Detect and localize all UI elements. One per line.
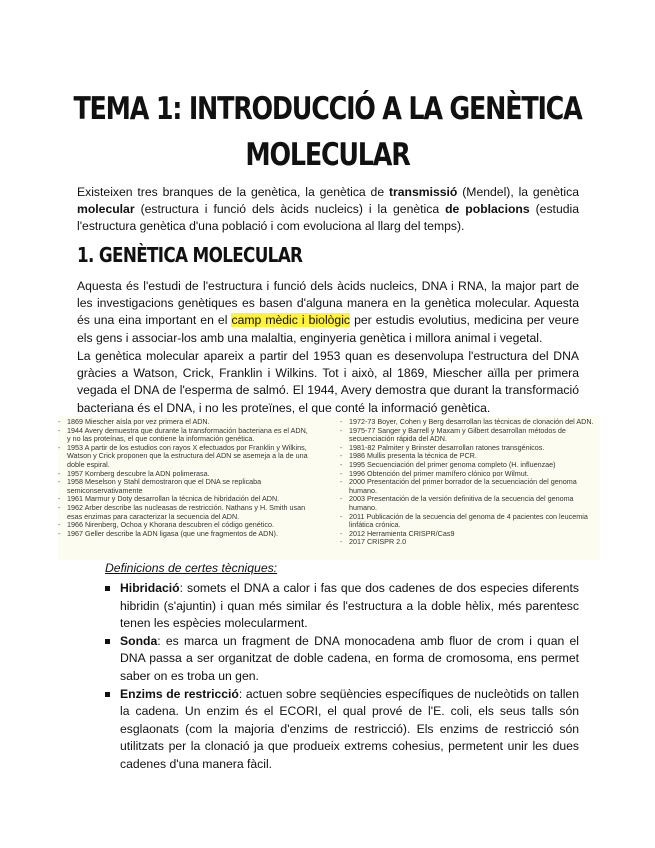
timeline-entry-text: 1975-77 Sanger y Barrell y Maxam y Gilbert desarrollan métodos de secuenciación rápida del ADN. [349, 425, 566, 444]
timeline-column-left [58, 418, 308, 538]
definition-item [105, 633, 579, 686]
timeline-bullet: - [58, 494, 61, 504]
timeline-entry-text: 1958 Meselson y Stahl demostraron que el DNA se replicaba semiconservativamente [67, 477, 262, 495]
timeline-entry-text: 2012 Herramienta CRISPR/Cas9 [349, 528, 455, 538]
intro-bold-poblacions: de poblacions [445, 202, 530, 217]
timeline-entry-text: 1957 Kornberg descubre la ADN polimerasa. [67, 468, 210, 478]
timeline-bullet: - [58, 520, 61, 530]
section-heading: 1. GENÈTICA MOLECULAR [77, 243, 303, 267]
section-paragraph-2: La genètica molecular apareix a partir del 1953 quan es desenvolupa l'estructura del DNA gràcies a Watson, Crick, Franklin i Wilkins. Tot i això, al 1869, Miescher aïlla per primera vegada el DNA de l'esperma de salmó. El 1944, Avery demostra que durant la transformació bacteriana és el DNA, i no les proteïnes, el que conté la informació genètica. [77, 349, 579, 415]
timeline-bullet: - [58, 468, 61, 478]
section-p1-text-a: Aquesta és l'estudi de l'estructura i funció dels àcids nucleics, DNA i RNA, la major part de les investigacions genètiques es basen d'alguna manera en la genètica molecular. Aquesta és una eina important en el [77, 279, 579, 328]
timeline-entry [58, 478, 308, 495]
document-title [59, 86, 596, 178]
timeline-entry [340, 538, 598, 547]
timeline-bullet: - [340, 537, 343, 547]
intro-text-3: (estructura i funció dels àcids nucleics) i la genètica [134, 202, 446, 217]
timeline-entry-text: 1944 Avery demuestra que durante la transformación bacteriana es el ADN, y no las proteínas, el que contiene la información genética. [67, 425, 308, 444]
timeline-bullet: - [340, 477, 343, 487]
timeline-bullet: - [58, 477, 61, 487]
timeline-entry-text: 1996 Obtención del primer mamífero clónico por Wilmut. [349, 468, 529, 478]
definition-text: : es marca un fragment de DNA monocadena amb fluor de crom i quan el DNA passa a ser organitzat de doble cadena, en forma de cromosoma, ens permet saber on es troba un gen. [120, 633, 579, 683]
timeline-entry [340, 513, 598, 530]
title-line-2: MOLECULAR [245, 137, 410, 173]
timeline-entry-text: 1995 Secuenciación del primer genoma completo (H. influenzae) [349, 459, 556, 469]
timeline-entry-text: 2003 Presentación de la versión definitiva de la secuencia del genoma humano. [349, 494, 574, 512]
definitions-title: Definicions de certes tècniques: [105, 561, 278, 575]
timeline-entry [340, 478, 598, 495]
timeline-bullet: - [340, 528, 343, 538]
intro-text-2: (Mendel), la genètica [457, 185, 579, 199]
definition-term: Enzims de restricció [120, 686, 239, 701]
timeline-entry [340, 427, 598, 444]
timeline-bullet: - [340, 459, 343, 469]
intro-paragraph [77, 184, 579, 236]
timeline-entry-text: 1953 A partir de los estudios con rayos X efectuados por Franklin y Wilkins, Watson y Crick proponen que la estructura del ADN se asemeja a la de una doble espiral. [67, 442, 308, 469]
definitions-list [105, 580, 579, 774]
timeline-column-right [340, 418, 598, 547]
timeline-entry [58, 444, 308, 470]
timeline-entry [58, 530, 308, 539]
timeline-bullet: - [58, 417, 61, 426]
timeline-entry-text: 1967 Geller describe la ADN ligasa (que une fragmentos de ADN). [67, 528, 278, 538]
definition-term: Sonda [120, 633, 158, 648]
intro-bold-molecular: molecular [77, 202, 135, 217]
timeline-entry [340, 495, 598, 512]
timeline-bullet: - [340, 417, 343, 426]
definition-item [105, 686, 579, 774]
timeline-entry-text: 1962 Arber describe las nucleasas de restricción. Nathans y H. Smith usan esas enzimas para caracterizar la secuencia del ADN. [67, 502, 306, 521]
square-bullet-icon [105, 692, 110, 697]
intro-text-4: (estudia l'estructura genètica d'una població i com evoluciona al llarg del temps). [77, 202, 579, 234]
timeline-bullet: - [340, 442, 343, 452]
timeline-bullet: - [340, 451, 343, 461]
definition-item [105, 580, 579, 633]
timeline-entry-text: 1966 Nirenberg, Ochoa y Khorana descubren el código genético. [67, 520, 274, 530]
timeline-bullet: - [58, 425, 61, 435]
timeline-entry [58, 427, 308, 444]
intro-text-1: Existeixen tres branques de la genètica, la genètica de [77, 185, 389, 199]
timeline-entry-text: 1981-82 Palmiter y Brinster desarrollan ratones transgénicos. [349, 442, 545, 452]
timeline-entry-text: 1972-73 Boyer, Cohen y Berg desarrollan las técnicas de clonación del ADN. [349, 417, 594, 426]
timeline-entry [58, 504, 308, 521]
square-bullet-icon [105, 639, 110, 644]
timeline-entry-text: 2000 Presentación del primer borrador de la secuenciación del genoma humano. [349, 477, 577, 495]
section-p1-text-b: per estudis evolutius, medicina per veure els gens i associar-los amb una malaltia, enginyeria genètica i millora animal i vegetal. [77, 313, 579, 345]
timeline-bullet: - [340, 425, 343, 435]
timeline-image [58, 416, 600, 560]
title-line-1: TEMA 1: INTRODUCCIÓ A LA GENÈTICA [73, 91, 582, 127]
definition-text: : actuen sobre seqüències específiques de nucleòtids on tallen la cadena. Un enzim és el ECORI, el qual prové de l'E. coli, els seus talls són esglaonats (com la majoria d'enzims de restricció). Els enzims de restricció són utilitzats per la clonació ja que produeix extrems cohesius, permetent unir les dues cadenes d'una manera fàcil. [120, 686, 579, 771]
timeline-entry-text: 1869 Miescher aísla por vez primera el ADN. [67, 417, 210, 426]
timeline-bullet: - [340, 468, 343, 478]
timeline-bullet: - [58, 528, 61, 538]
timeline-bullet: - [340, 494, 343, 504]
timeline-bullet: - [340, 511, 343, 521]
timeline-entry-text: 1986 Mullis presenta la técnica de PCR. [349, 451, 477, 461]
highlighted-text: camp mèdic i biològic [231, 313, 351, 328]
square-bullet-icon [105, 586, 110, 591]
definition-term: Hibridació [120, 581, 180, 595]
timeline-entry-text: 2011 Publicación de la secuencia del genoma de 4 pacientes con leucemia linfática crónica. [349, 511, 588, 530]
definition-text: : somets el DNA a calor i fas que dos cadenes de dos especies diferents hibridin (s'ajuntin) i quan més similar és l'estructura a la doble hèlix, més parentesc tenen les espècies molecularment. [120, 581, 579, 631]
intro-bold-transmissio: transmissió [388, 185, 458, 199]
timeline-bullet: - [58, 502, 61, 512]
timeline-entry-text: 2017 CRISPR 2.0 [349, 537, 407, 547]
section-paragraph-1 [77, 278, 579, 347]
timeline-bullet: - [58, 442, 61, 452]
timeline-entry-text: 1961 Marmur y Doty desarrollan la técnica de hibridación del ADN. [67, 494, 280, 504]
